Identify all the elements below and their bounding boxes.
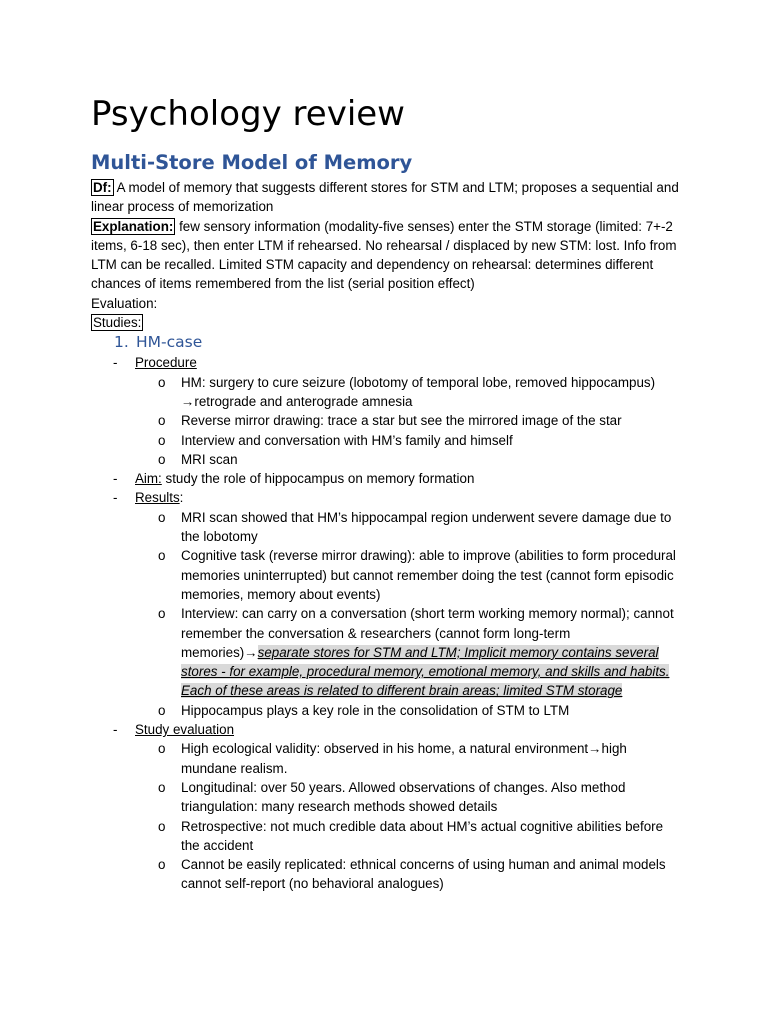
evaluation-list-container bbox=[91, 739, 681, 893]
studies-line bbox=[91, 313, 681, 332]
list-item bbox=[91, 431, 681, 450]
procedure-list bbox=[91, 373, 681, 469]
list-item-text: MRI scan showed that HM’s hippocampal region underwent severe damage due to the lobotomy bbox=[181, 509, 672, 545]
list-item-text: MRI scan bbox=[181, 451, 238, 467]
circle-bullet: o bbox=[158, 779, 166, 795]
case-number: 1. bbox=[114, 333, 129, 352]
evaluation-label: Evaluation: bbox=[91, 295, 158, 311]
arrow-icon: → bbox=[244, 644, 258, 660]
list-item bbox=[91, 739, 681, 778]
results-colon: : bbox=[179, 490, 184, 506]
interview-text: Interview: can carry on a conversation (short term working memory normal); cannot remember the conversation & researchers (cannot form long-term memories) bbox=[181, 606, 674, 660]
circle-bullet: o bbox=[158, 741, 166, 757]
list-item-text: Cannot be easily replicated: ethnical concerns of using human and animal models cannot self-report (no behavioral analogues) bbox=[181, 857, 666, 892]
evaluation-list bbox=[91, 739, 681, 893]
page-title: Psychology review bbox=[91, 94, 405, 134]
list-item-text: High ecological validity: observed in his home, a natural environment→high mundane realism. bbox=[181, 741, 627, 776]
list-item bbox=[91, 546, 681, 604]
list-item bbox=[91, 855, 681, 894]
aim-label: Aim: bbox=[135, 471, 162, 487]
results-list bbox=[91, 508, 681, 720]
circle-bullet: o bbox=[158, 857, 166, 873]
df-text: A model of memory that suggests different stores for STM and LTM; proposes a sequential and linear process of memorization bbox=[91, 180, 679, 215]
case-heading bbox=[91, 332, 681, 353]
studies-label: Studies: bbox=[93, 315, 142, 331]
list-item-text: HM: surgery to cure seizure (lobotomy of temporal lobe, removed hippocampus) →retrograde and anterograde amnesia bbox=[181, 374, 656, 409]
circle-bullet: o bbox=[158, 413, 166, 429]
aim-section bbox=[91, 469, 681, 488]
list-item bbox=[91, 817, 681, 856]
results-section bbox=[91, 488, 681, 507]
study-evaluation-label: Study evaluation bbox=[135, 722, 235, 738]
circle-bullet: o bbox=[158, 818, 166, 834]
highlighted-text: separate stores for STM and LTM; Implicit memory contains several stores - for example, procedural memory, emotional memory, and skills and habits. Each of these areas is related to different brain areas; limited STM storage bbox=[181, 644, 670, 699]
dash-bullet: - bbox=[113, 722, 118, 738]
circle-bullet: o bbox=[158, 702, 166, 718]
list-item bbox=[91, 778, 681, 817]
definition-paragraph bbox=[91, 178, 681, 217]
results-label: Results bbox=[135, 490, 180, 506]
list-item-text: Hippocampus plays a key role in the consolidation of STM to LTM bbox=[181, 702, 570, 718]
list-item bbox=[91, 373, 681, 412]
explanation-text: few sensory information (modality-five senses) enter the STM storage (limited: 7+-2 items, 6-18 sec), then enter LTM if rehearsed. No rehearsal / displaced by new STM: lost. Info from LTM can be recalled. Limited STM capacity and dependency on rehearsal: determines different chances of items remembered from the list (serial position effect) bbox=[91, 218, 677, 292]
list-item-text: Cognitive task (reverse mirror drawing): able to improve (abilities to form procedural memories uninterrupted) but cannot remember doing the test (cannot form episodic memories, memory about events) bbox=[181, 548, 676, 602]
list-item bbox=[91, 604, 681, 700]
case-outline bbox=[91, 353, 681, 893]
circle-bullet: o bbox=[158, 548, 166, 564]
circle-bullet: o bbox=[158, 374, 166, 390]
circle-bullet: o bbox=[158, 606, 166, 622]
circle-bullet: o bbox=[158, 509, 166, 525]
procedure-section bbox=[91, 353, 681, 372]
procedure-list-container bbox=[91, 373, 681, 469]
list-item-text: Reverse mirror drawing: trace a star but see the mirrored image of the star bbox=[181, 413, 622, 429]
circle-bullet: o bbox=[158, 432, 166, 448]
list-item-text: Interview and conversation with HM’s family and himself bbox=[181, 432, 513, 448]
list-item bbox=[91, 411, 681, 430]
explanation-label: Explanation: bbox=[93, 218, 174, 234]
df-label: Df: bbox=[93, 180, 112, 195]
dash-bullet: - bbox=[113, 471, 118, 487]
list-item-text: Longitudinal: over 50 years. Allowed observations of changes. Also method triangulation: many research methods showed details bbox=[181, 779, 626, 815]
document-body bbox=[91, 150, 681, 894]
section-heading: Multi-Store Model of Memory bbox=[91, 151, 413, 174]
list-item-text: Retrospective: not much credible data about HM’s actual cognitive abilities before the accident bbox=[181, 818, 664, 853]
results-list-container bbox=[91, 508, 681, 720]
dash-bullet: - bbox=[113, 355, 118, 371]
aim-text: study the role of hippocampus on memory formation bbox=[161, 471, 475, 487]
list-item bbox=[91, 508, 681, 547]
study-evaluation-section bbox=[91, 720, 681, 739]
procedure-label: Procedure bbox=[135, 355, 197, 371]
list-item bbox=[91, 701, 681, 720]
case-title: HM-case bbox=[136, 333, 203, 352]
dash-bullet: - bbox=[113, 490, 118, 506]
list-item bbox=[91, 450, 681, 469]
circle-bullet: o bbox=[158, 451, 166, 467]
explanation-paragraph bbox=[91, 217, 681, 294]
